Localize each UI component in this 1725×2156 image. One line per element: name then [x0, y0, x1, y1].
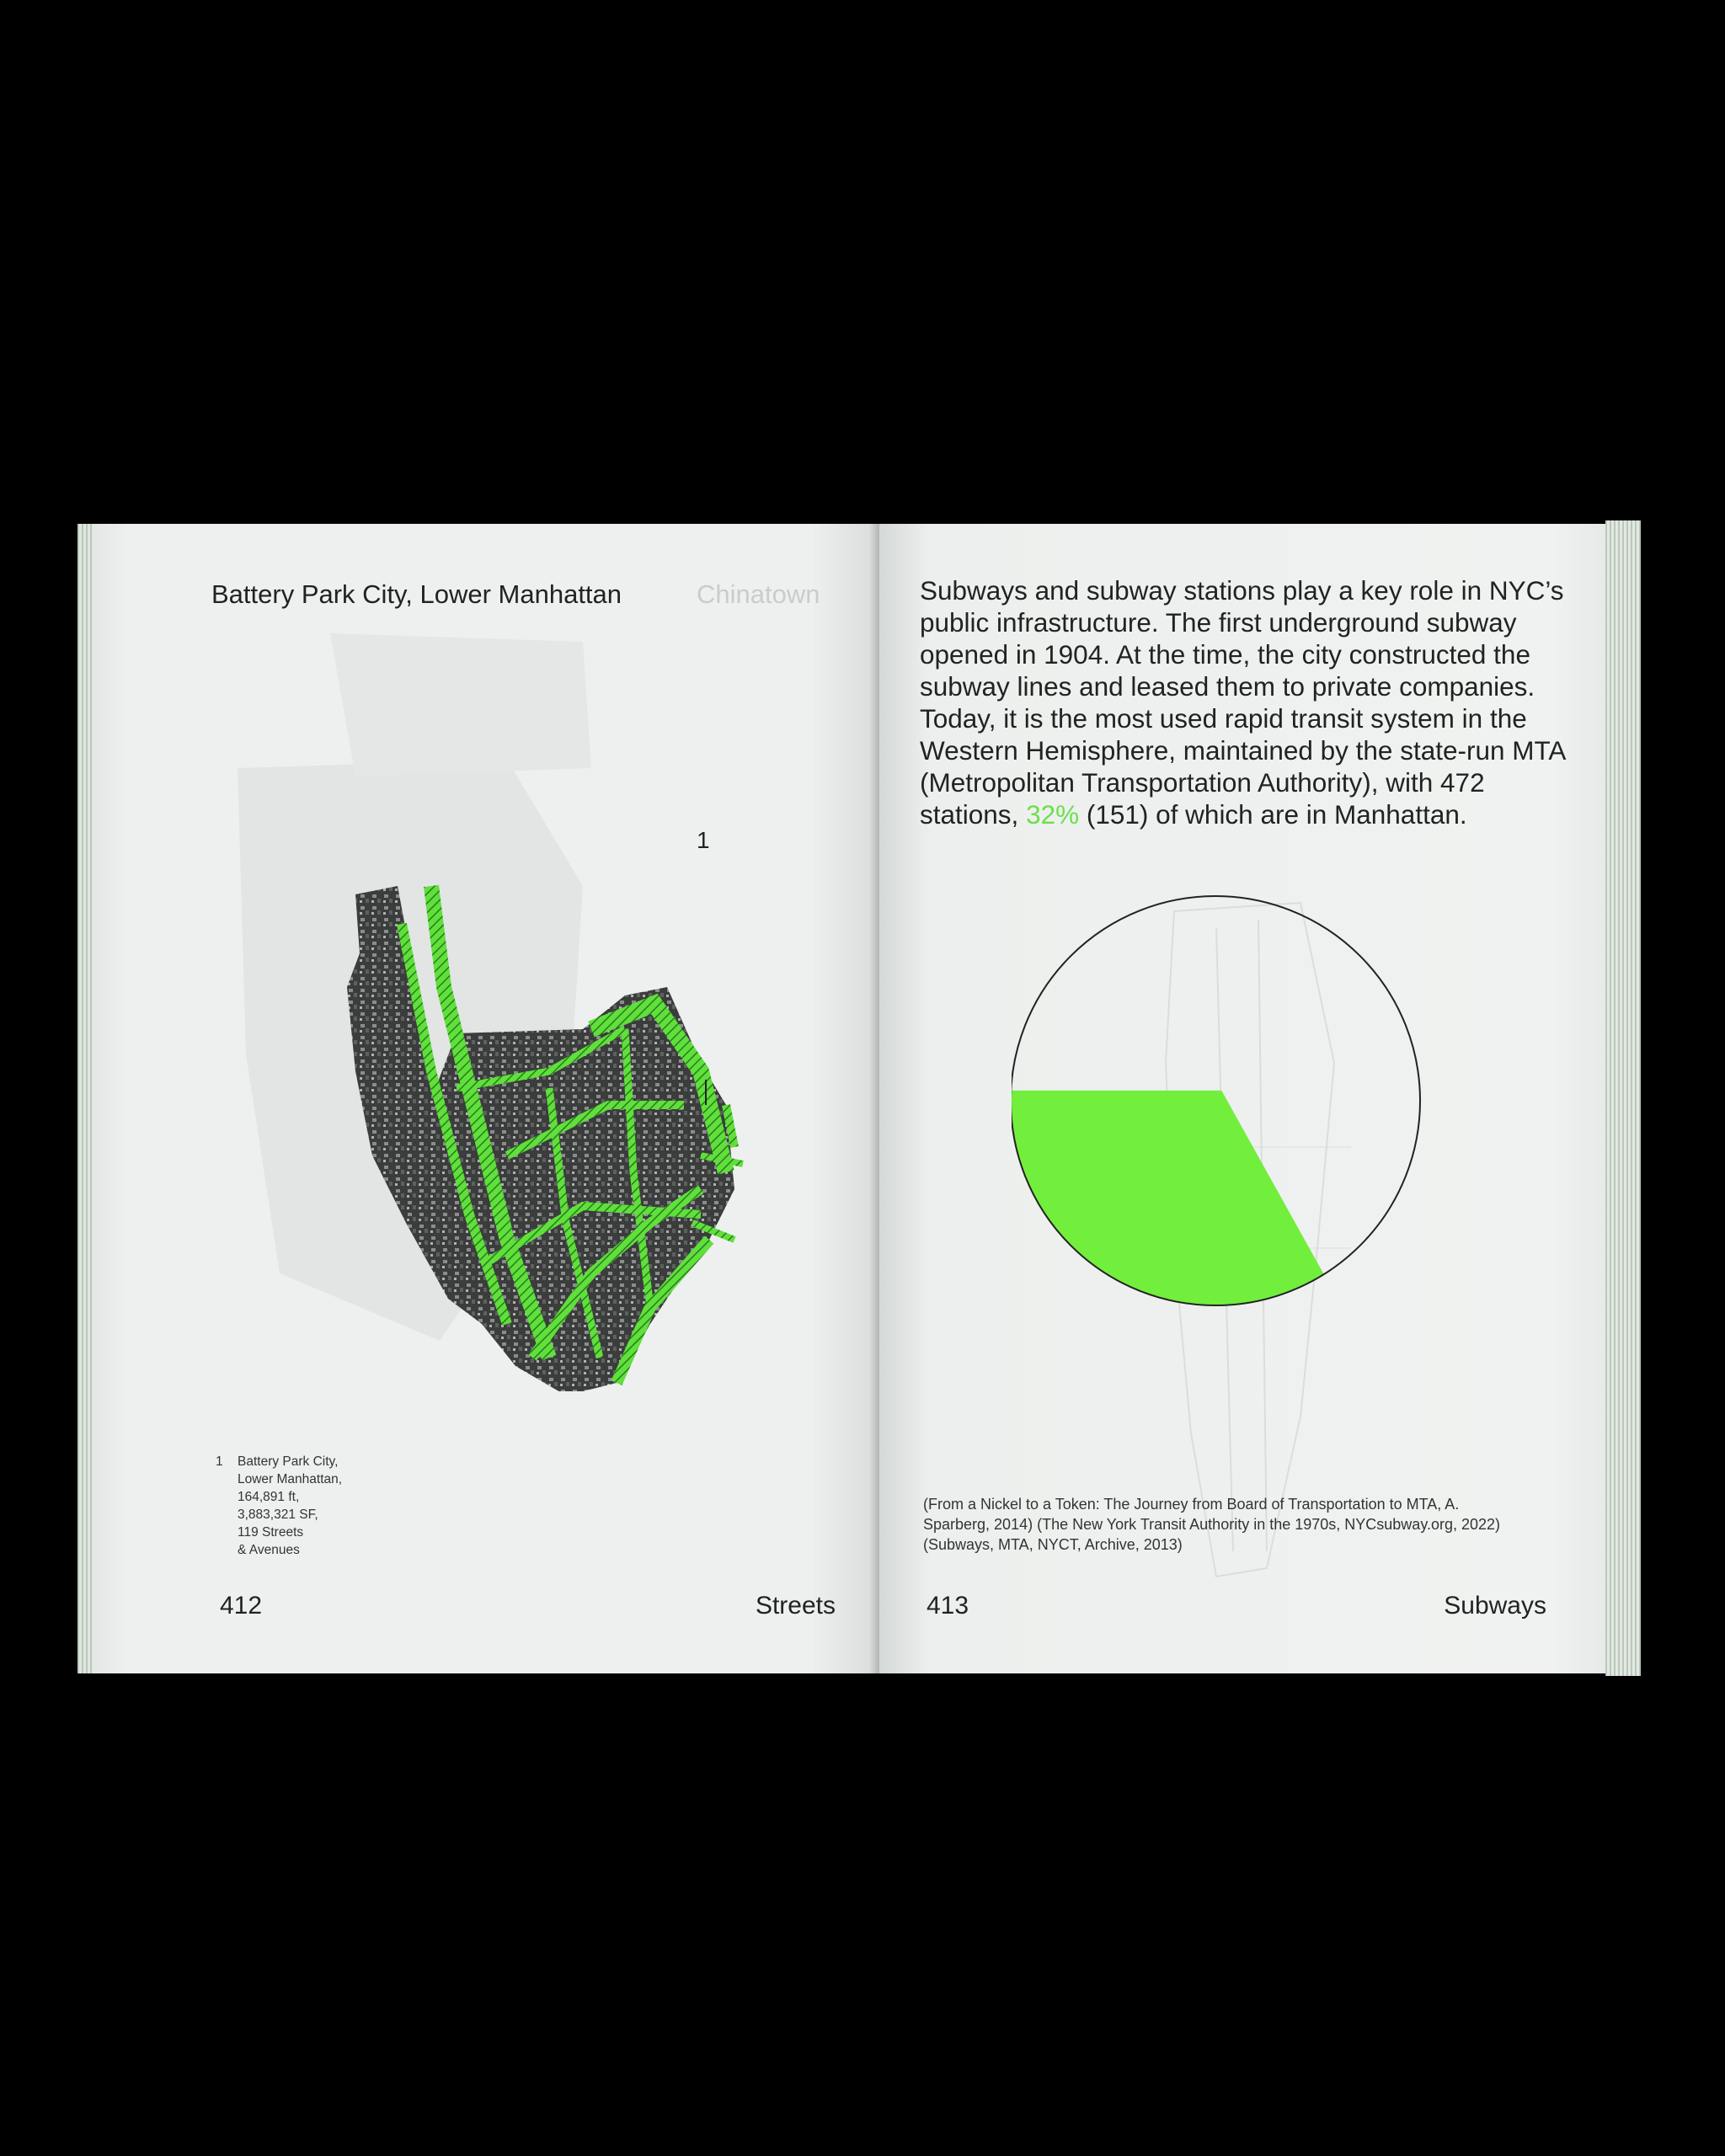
- page-number-left: 412: [220, 1592, 263, 1620]
- left-page-title: Battery Park City, Lower Manhattan: [211, 579, 622, 609]
- open-book: [77, 524, 1641, 1673]
- manhattan-stations-pie-chart: [1012, 894, 1433, 1366]
- page-number-right: 413: [927, 1592, 969, 1620]
- body-text-start: Subways and subway stations play a key role in NYC’s public infrastructure. The first underground subway opened in 1904. At the time, the city constructed the subway lines and leased them to private companies. Today, it is the most used rapid transit system in the Western Hemisphere, maintained by the state-run MTA (Metropolitan Transportation Authority), with 472 stations,: [920, 575, 1565, 830]
- pie-slice-manhattan: [1012, 1091, 1324, 1305]
- battery-park-map: [229, 633, 751, 1391]
- caption-line: & Avenues: [238, 1543, 300, 1557]
- body-text-end: (151) of which are in Manhattan.: [1079, 799, 1467, 830]
- caption-number: 1: [216, 1454, 223, 1469]
- page-edges-left: [77, 524, 93, 1673]
- right-page: [879, 524, 1605, 1673]
- caption-line: Battery Park City,: [238, 1454, 339, 1469]
- caption-line: 119 Streets: [238, 1525, 304, 1540]
- highlight-percentage: 32%: [1026, 799, 1080, 830]
- page-edges-right: [1605, 520, 1641, 1676]
- references: (From a Nickel to a Token: The Journey from Board of Transportation to MTA, A. Sparberg, 2014) (The New York Transit Authority in the 1970s, NYCsubway.org, 2022) (Subways, MTA, NYCT, Archive, 2013): [923, 1496, 1501, 1553]
- show-through-title: Chinatown: [697, 579, 820, 609]
- left-page: [77, 524, 879, 1673]
- caption-line: Lower Manhattan,: [238, 1472, 343, 1486]
- caption-text: [238, 1453, 406, 1559]
- section-label-left: Streets: [755, 1592, 836, 1620]
- caption-line: 3,883,321 SF,: [238, 1508, 318, 1522]
- map-marker-label: 1: [697, 827, 710, 853]
- caption-line: 164,891 ft,: [238, 1490, 300, 1504]
- section-label-right: Subways: [1444, 1592, 1546, 1620]
- body-paragraph: [920, 574, 1577, 830]
